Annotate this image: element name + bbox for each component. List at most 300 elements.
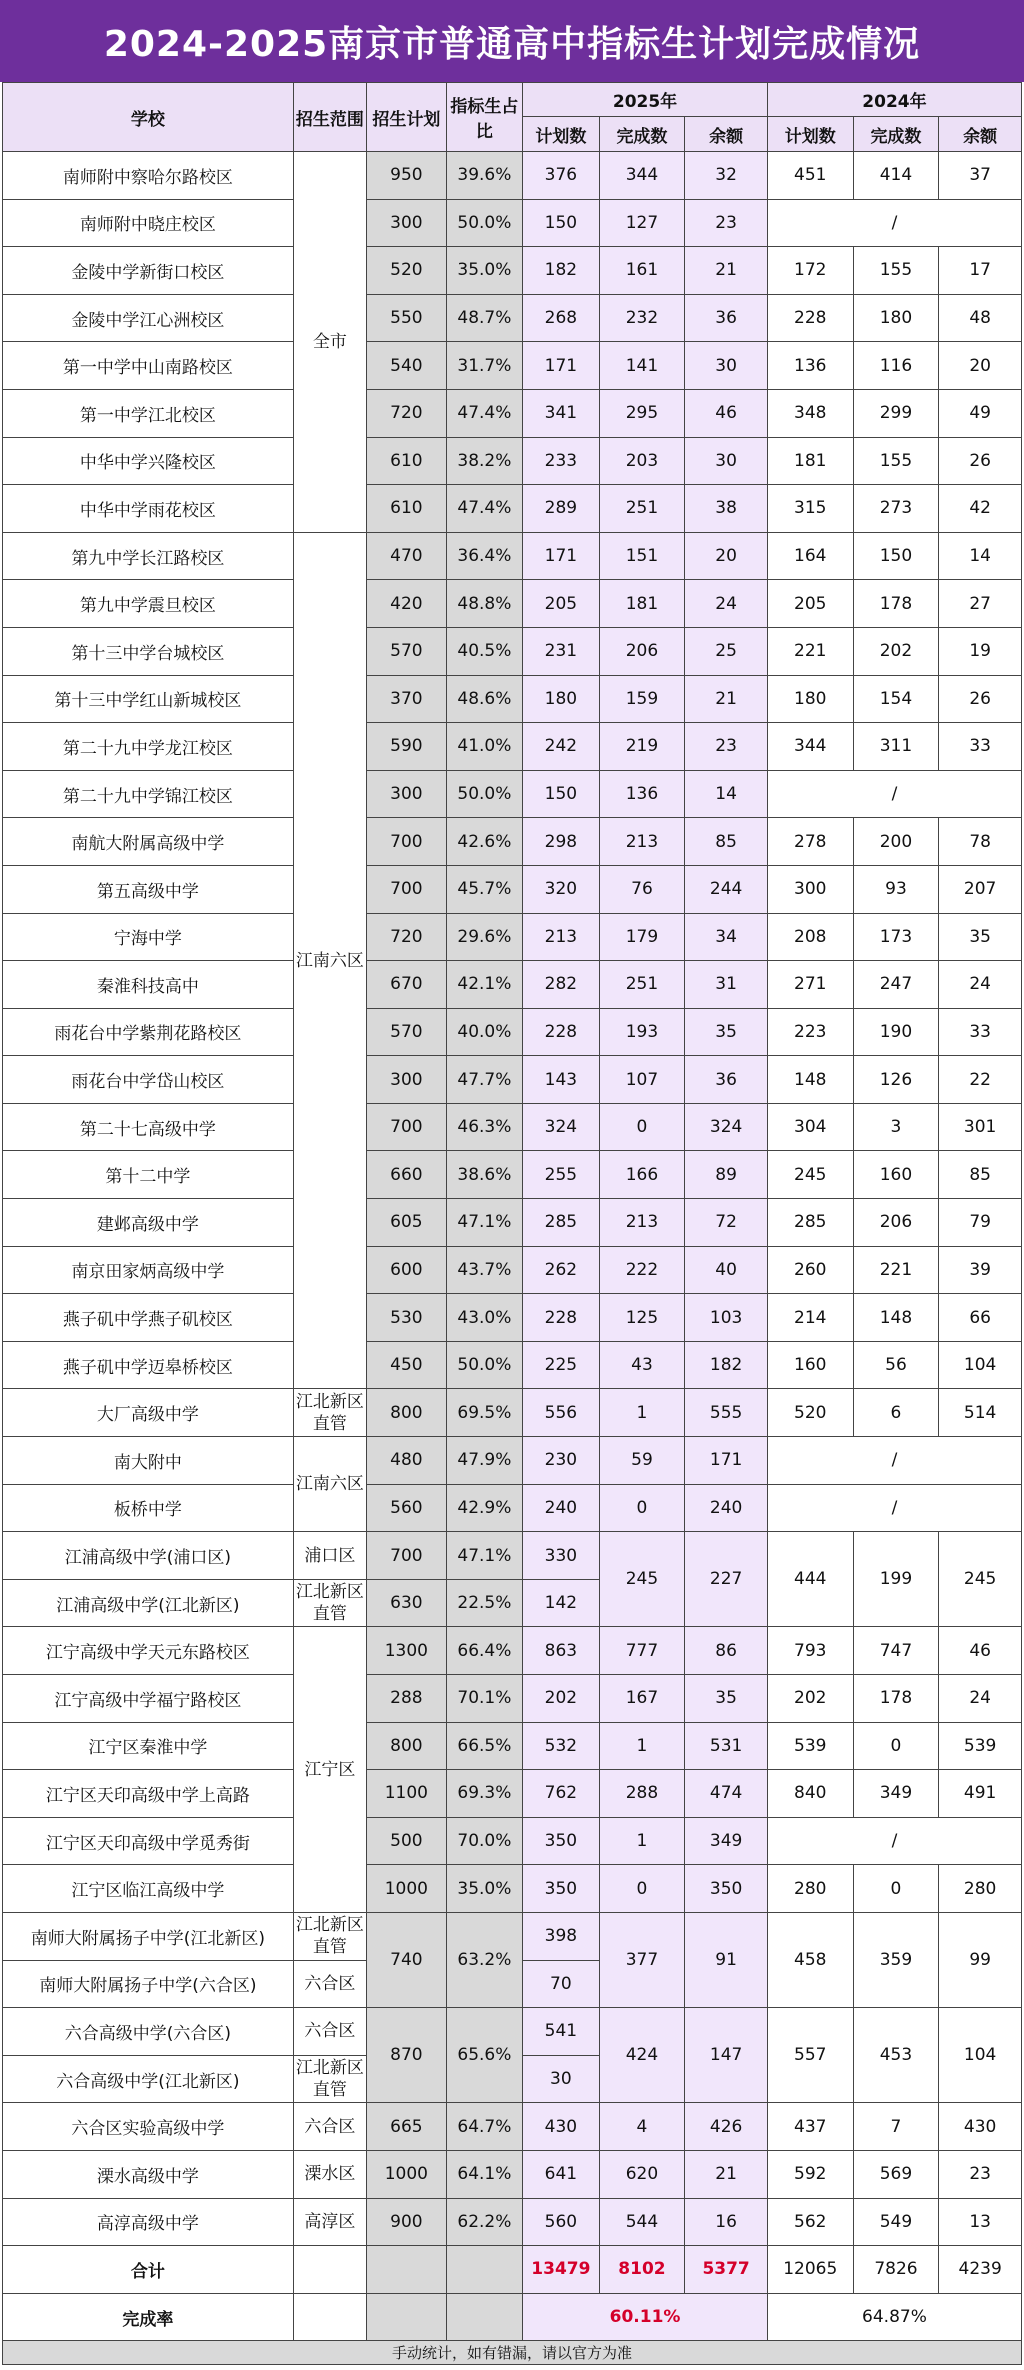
plan-cell: 550 bbox=[367, 294, 447, 342]
school-name: 江宁区天印高级中学上高路 bbox=[3, 1770, 294, 1818]
ratio-cell: 69.5% bbox=[446, 1389, 522, 1437]
table-row bbox=[3, 1056, 1022, 1104]
table-row bbox=[3, 532, 1022, 580]
plan-2025-cell: 863 bbox=[523, 1627, 599, 1675]
ratio-cell: 46.3% bbox=[446, 1103, 522, 1151]
ratio-cell: 70.1% bbox=[446, 1675, 522, 1723]
school-name: 第二十九中学锦江校区 bbox=[3, 770, 294, 818]
done-2025-cell: 159 bbox=[599, 675, 685, 723]
header-remain-2024: 余额 bbox=[939, 117, 1022, 152]
table-row bbox=[3, 1722, 1022, 1770]
scope-cell: 六合区 bbox=[293, 1960, 366, 2008]
scope-cell: 江宁区 bbox=[293, 1627, 366, 1913]
ratio-cell: 41.0% bbox=[446, 723, 522, 771]
remain-2025-cell: 350 bbox=[685, 1865, 768, 1913]
plan-2025-cell: 285 bbox=[523, 1199, 599, 1247]
done-2025-cell: 0 bbox=[599, 1484, 685, 1532]
remain-2025-cell: 30 bbox=[685, 342, 768, 390]
remain-2024-cell: 35 bbox=[939, 913, 1022, 961]
ratio-cell: 50.0% bbox=[446, 199, 522, 247]
ratio-cell: 48.6% bbox=[446, 675, 522, 723]
remain-2025-cell: 555 bbox=[685, 1389, 768, 1437]
ratio-cell: 42.9% bbox=[446, 1484, 522, 1532]
plan-cell: 1000 bbox=[367, 2150, 447, 2198]
table-row bbox=[3, 1675, 1022, 1723]
done-2025-cell: 206 bbox=[599, 627, 685, 675]
plan-cell: 470 bbox=[367, 532, 447, 580]
plan-2025-cell: 541 bbox=[523, 2008, 599, 2056]
done-2024-cell: 549 bbox=[853, 2198, 939, 2246]
table-row bbox=[3, 247, 1022, 295]
table-row bbox=[3, 770, 1022, 818]
ratio-cell: 66.4% bbox=[446, 1627, 522, 1675]
plan-cell: 870 bbox=[367, 2008, 447, 2103]
done-2025-cell: 167 bbox=[599, 1675, 685, 1723]
plan-2024-cell: 285 bbox=[767, 1199, 853, 1247]
plan-2024-cell: 315 bbox=[767, 485, 853, 533]
done-2025-cell: 0 bbox=[599, 1865, 685, 1913]
plan-cell: 1000 bbox=[367, 1865, 447, 1913]
no-data-2024-cell: / bbox=[767, 1817, 1021, 1865]
ratio-cell: 43.0% bbox=[446, 1294, 522, 1342]
done-2024-cell: 311 bbox=[853, 723, 939, 771]
remain-2024-cell: 46 bbox=[939, 1627, 1022, 1675]
total-scope bbox=[293, 2246, 366, 2294]
done-2025-cell: 166 bbox=[599, 1151, 685, 1199]
plan-2025-cell: 70 bbox=[523, 1960, 599, 2008]
plan-cell: 740 bbox=[367, 1912, 447, 2007]
table-row bbox=[3, 913, 1022, 961]
done-2025-cell: 4 bbox=[599, 2103, 685, 2151]
plan-cell: 700 bbox=[367, 1532, 447, 1580]
done-2024-cell: 273 bbox=[853, 485, 939, 533]
remain-2024-cell: 301 bbox=[939, 1103, 1022, 1151]
school-name: 南京田家炳高级中学 bbox=[3, 1246, 294, 1294]
plan-2025-cell: 180 bbox=[523, 675, 599, 723]
plan-2025-cell: 282 bbox=[523, 961, 599, 1009]
done-2024-cell: 199 bbox=[853, 1532, 939, 1627]
school-name: 江宁区天印高级中学觅秀街 bbox=[3, 1817, 294, 1865]
school-name: 建邺高级中学 bbox=[3, 1199, 294, 1247]
remain-2025-cell: 20 bbox=[685, 532, 768, 580]
total-row bbox=[3, 2246, 1022, 2294]
plan-2025-cell: 398 bbox=[523, 1912, 599, 1960]
plan-2025-cell: 320 bbox=[523, 865, 599, 913]
plan-2025-cell: 213 bbox=[523, 913, 599, 961]
done-2024-cell: 180 bbox=[853, 294, 939, 342]
total-ratio bbox=[446, 2246, 522, 2294]
done-2024-cell: 414 bbox=[853, 152, 939, 200]
ratio-cell: 63.2% bbox=[446, 1912, 522, 2007]
ratio-cell: 62.2% bbox=[446, 2198, 522, 2246]
plan-cell: 480 bbox=[367, 1437, 447, 1485]
remain-2024-cell: 13 bbox=[939, 2198, 1022, 2246]
plan-2024-cell: 840 bbox=[767, 1770, 853, 1818]
done-2025-cell: 43 bbox=[599, 1341, 685, 1389]
plan-cell: 288 bbox=[367, 1675, 447, 1723]
table-row bbox=[3, 389, 1022, 437]
remain-2024-cell: 491 bbox=[939, 1770, 1022, 1818]
remain-2025-cell: 227 bbox=[685, 1532, 768, 1627]
plan-2024-cell: 444 bbox=[767, 1532, 853, 1627]
table-row bbox=[3, 1103, 1022, 1151]
scope-cell: 六合区 bbox=[293, 2103, 366, 2151]
scope-cell: 高淳区 bbox=[293, 2198, 366, 2246]
school-name: 大厂高级中学 bbox=[3, 1389, 294, 1437]
done-2025-cell: 620 bbox=[599, 2150, 685, 2198]
plan-cell: 530 bbox=[367, 1294, 447, 1342]
ratio-cell: 38.6% bbox=[446, 1151, 522, 1199]
ratio-cell: 50.0% bbox=[446, 1341, 522, 1389]
school-name: 江宁区临江高级中学 bbox=[3, 1865, 294, 1913]
scope-cell: 六合区 bbox=[293, 2008, 366, 2056]
ratio-cell: 42.6% bbox=[446, 818, 522, 866]
school-name: 南航大附属高级中学 bbox=[3, 818, 294, 866]
done-2025-cell: 181 bbox=[599, 580, 685, 628]
done-2025-cell: 213 bbox=[599, 818, 685, 866]
table-row bbox=[3, 580, 1022, 628]
done-2024-cell: 6 bbox=[853, 1389, 939, 1437]
remain-2024-cell: 39 bbox=[939, 1246, 1022, 1294]
done-2024-cell: 150 bbox=[853, 532, 939, 580]
plan-cell: 370 bbox=[367, 675, 447, 723]
done-2025-cell: 59 bbox=[599, 1437, 685, 1485]
table-row bbox=[3, 294, 1022, 342]
done-2025-cell: 222 bbox=[599, 1246, 685, 1294]
table-row bbox=[3, 1246, 1022, 1294]
school-name: 第九中学震旦校区 bbox=[3, 580, 294, 628]
remain-2024-cell: 49 bbox=[939, 389, 1022, 437]
remain-2025-cell: 16 bbox=[685, 2198, 768, 2246]
remain-2025-cell: 38 bbox=[685, 485, 768, 533]
remain-2025-cell: 103 bbox=[685, 1294, 768, 1342]
done-2025-cell: 141 bbox=[599, 342, 685, 390]
done-2024-cell: 0 bbox=[853, 1722, 939, 1770]
done-2025-cell: 251 bbox=[599, 485, 685, 533]
plan-2024-cell: 437 bbox=[767, 2103, 853, 2151]
remain-2025-cell: 31 bbox=[685, 961, 768, 1009]
plan-2024-cell: 160 bbox=[767, 1341, 853, 1389]
rate-scope bbox=[293, 2293, 366, 2341]
done-2024-cell: 148 bbox=[853, 1294, 939, 1342]
plan-2025-cell: 262 bbox=[523, 1246, 599, 1294]
plan-2024-cell: 271 bbox=[767, 961, 853, 1009]
done-2024-cell: 569 bbox=[853, 2150, 939, 2198]
header-remain-2025: 余额 bbox=[685, 117, 768, 152]
table-row bbox=[3, 627, 1022, 675]
school-name: 第十二中学 bbox=[3, 1151, 294, 1199]
plan-cell: 720 bbox=[367, 389, 447, 437]
ratio-cell: 42.1% bbox=[446, 961, 522, 1009]
done-2024-cell: 190 bbox=[853, 1008, 939, 1056]
header-done-2025: 完成数 bbox=[599, 117, 685, 152]
header-done-2024: 完成数 bbox=[853, 117, 939, 152]
done-2025-cell: 203 bbox=[599, 437, 685, 485]
plan-cell: 700 bbox=[367, 865, 447, 913]
plan-2025-cell: 150 bbox=[523, 770, 599, 818]
done-2025-cell: 1 bbox=[599, 1722, 685, 1770]
ratio-cell: 47.4% bbox=[446, 485, 522, 533]
remain-2024-cell: 280 bbox=[939, 1865, 1022, 1913]
plan-2024-cell: 228 bbox=[767, 294, 853, 342]
table-row bbox=[3, 2198, 1022, 2246]
rate-2024: 64.87% bbox=[767, 2293, 1021, 2341]
plan-cell: 700 bbox=[367, 1103, 447, 1151]
done-2024-cell: 3 bbox=[853, 1103, 939, 1151]
scope-cell: 溧水区 bbox=[293, 2150, 366, 2198]
ratio-cell: 64.1% bbox=[446, 2150, 522, 2198]
plan-cell: 420 bbox=[367, 580, 447, 628]
done-2024-cell: 173 bbox=[853, 913, 939, 961]
school-name: 六合高级中学(六合区) bbox=[3, 2008, 294, 2056]
done-2025-cell: 179 bbox=[599, 913, 685, 961]
remain-2024-cell: 26 bbox=[939, 437, 1022, 485]
plan-2024-cell: 208 bbox=[767, 913, 853, 961]
remain-2025-cell: 474 bbox=[685, 1770, 768, 1818]
scope-cell: 浦口区 bbox=[293, 1532, 366, 1580]
done-2024-cell: 359 bbox=[853, 1912, 939, 2007]
done-2025-cell: 424 bbox=[599, 2008, 685, 2103]
remain-2024-cell: 24 bbox=[939, 1675, 1022, 1723]
done-2024-cell: 178 bbox=[853, 1675, 939, 1723]
scope-cell: 江北新区直管 bbox=[293, 1912, 366, 1960]
total-remain-2024: 4239 bbox=[939, 2246, 1022, 2294]
ratio-cell: 36.4% bbox=[446, 532, 522, 580]
remain-2024-cell: 514 bbox=[939, 1389, 1022, 1437]
plan-2025-cell: 228 bbox=[523, 1008, 599, 1056]
remain-2024-cell: 17 bbox=[939, 247, 1022, 295]
remain-2025-cell: 35 bbox=[685, 1675, 768, 1723]
plan-cell: 300 bbox=[367, 199, 447, 247]
remain-2024-cell: 14 bbox=[939, 532, 1022, 580]
scope-cell: 江北新区直管 bbox=[293, 1579, 366, 1627]
plan-cell: 630 bbox=[367, 1579, 447, 1627]
table-body bbox=[3, 152, 1022, 2341]
no-data-2024-cell: / bbox=[767, 770, 1021, 818]
plan-2024-cell: 172 bbox=[767, 247, 853, 295]
plan-2025-cell: 143 bbox=[523, 1056, 599, 1104]
remain-2025-cell: 23 bbox=[685, 723, 768, 771]
done-2024-cell: 202 bbox=[853, 627, 939, 675]
school-name: 江宁高级中学福宁路校区 bbox=[3, 1675, 294, 1723]
plan-2024-cell: 260 bbox=[767, 1246, 853, 1294]
plan-2024-cell: 245 bbox=[767, 1151, 853, 1199]
done-2024-cell: 247 bbox=[853, 961, 939, 1009]
school-name: 江浦高级中学(浦口区) bbox=[3, 1532, 294, 1580]
remain-2025-cell: 14 bbox=[685, 770, 768, 818]
table-row bbox=[3, 2150, 1022, 2198]
ratio-cell: 43.7% bbox=[446, 1246, 522, 1294]
header-ratio: 指标生占比 bbox=[446, 83, 522, 152]
table-row bbox=[3, 1865, 1022, 1913]
school-name: 第十三中学台城校区 bbox=[3, 627, 294, 675]
remain-2024-cell: 66 bbox=[939, 1294, 1022, 1342]
plan-2025-cell: 142 bbox=[523, 1579, 599, 1627]
done-2024-cell: 747 bbox=[853, 1627, 939, 1675]
done-2024-cell: 7 bbox=[853, 2103, 939, 2151]
plan-cell: 450 bbox=[367, 1341, 447, 1389]
header-year-2024: 2024年 bbox=[767, 83, 1021, 117]
total-done-2025: 8102 bbox=[599, 2246, 685, 2294]
done-2025-cell: 151 bbox=[599, 532, 685, 580]
done-2024-cell: 206 bbox=[853, 1199, 939, 1247]
plan-cell: 1100 bbox=[367, 1770, 447, 1818]
plan-cell: 570 bbox=[367, 1008, 447, 1056]
remain-2025-cell: 25 bbox=[685, 627, 768, 675]
ratio-cell: 45.7% bbox=[446, 865, 522, 913]
plan-cell: 300 bbox=[367, 1056, 447, 1104]
plan-2025-cell: 171 bbox=[523, 532, 599, 580]
done-2025-cell: 161 bbox=[599, 247, 685, 295]
school-name: 南师附中晓庄校区 bbox=[3, 199, 294, 247]
plan-2025-cell: 205 bbox=[523, 580, 599, 628]
done-2025-cell: 1 bbox=[599, 1817, 685, 1865]
plan-2025-cell: 182 bbox=[523, 247, 599, 295]
plan-2025-cell: 556 bbox=[523, 1389, 599, 1437]
plan-2024-cell: 451 bbox=[767, 152, 853, 200]
plan-2025-cell: 202 bbox=[523, 1675, 599, 1723]
plan-cell: 800 bbox=[367, 1389, 447, 1437]
plan-cell: 540 bbox=[367, 342, 447, 390]
total-plan-2024: 12065 bbox=[767, 2246, 853, 2294]
scope-cell: 江南六区 bbox=[293, 532, 366, 1389]
remain-2025-cell: 182 bbox=[685, 1341, 768, 1389]
remain-2024-cell: 27 bbox=[939, 580, 1022, 628]
remain-2025-cell: 324 bbox=[685, 1103, 768, 1151]
remain-2025-cell: 240 bbox=[685, 1484, 768, 1532]
footer-note: 手动统计，如有错漏，请以官方为准 bbox=[2, 2341, 1022, 2365]
table-row bbox=[3, 1817, 1022, 1865]
remain-2024-cell: 79 bbox=[939, 1199, 1022, 1247]
table-row bbox=[3, 485, 1022, 533]
remain-2024-cell: 26 bbox=[939, 675, 1022, 723]
table-row bbox=[3, 199, 1022, 247]
table-row bbox=[3, 1341, 1022, 1389]
plan-2025-cell: 330 bbox=[523, 1532, 599, 1580]
plan-2025-cell: 225 bbox=[523, 1341, 599, 1389]
table-row bbox=[3, 1532, 1022, 1580]
scope-cell: 江北新区直管 bbox=[293, 1389, 366, 1437]
plan-2024-cell: 181 bbox=[767, 437, 853, 485]
rate-ratio bbox=[446, 2293, 522, 2341]
done-2025-cell: 193 bbox=[599, 1008, 685, 1056]
plan-2024-cell: 180 bbox=[767, 675, 853, 723]
plan-2025-cell: 298 bbox=[523, 818, 599, 866]
remain-2024-cell: 539 bbox=[939, 1722, 1022, 1770]
done-2024-cell: 200 bbox=[853, 818, 939, 866]
plan-cell: 570 bbox=[367, 627, 447, 675]
plan-cell: 950 bbox=[367, 152, 447, 200]
plan-2025-cell: 341 bbox=[523, 389, 599, 437]
plan-2024-cell: 793 bbox=[767, 1627, 853, 1675]
done-2025-cell: 251 bbox=[599, 961, 685, 1009]
remain-2025-cell: 40 bbox=[685, 1246, 768, 1294]
school-name: 南大附中 bbox=[3, 1437, 294, 1485]
header-school: 学校 bbox=[3, 83, 294, 152]
school-name: 宁海中学 bbox=[3, 913, 294, 961]
done-2025-cell: 377 bbox=[599, 1912, 685, 2007]
plan-2025-cell: 430 bbox=[523, 2103, 599, 2151]
ratio-cell: 39.6% bbox=[446, 152, 522, 200]
table-row bbox=[3, 961, 1022, 1009]
school-name: 金陵中学新街口校区 bbox=[3, 247, 294, 295]
total-label: 合计 bbox=[3, 2246, 294, 2294]
remain-2024-cell: 245 bbox=[939, 1532, 1022, 1627]
table-row bbox=[3, 865, 1022, 913]
header-plan: 招生计划 bbox=[367, 83, 447, 152]
enrollment-table bbox=[2, 82, 1022, 2341]
done-2024-cell: 126 bbox=[853, 1056, 939, 1104]
school-name: 江浦高级中学(江北新区) bbox=[3, 1579, 294, 1627]
plan-2025-cell: 762 bbox=[523, 1770, 599, 1818]
plan-2024-cell: 223 bbox=[767, 1008, 853, 1056]
ratio-cell: 29.6% bbox=[446, 913, 522, 961]
table-row bbox=[3, 2008, 1022, 2056]
plan-cell: 660 bbox=[367, 1151, 447, 1199]
done-2024-cell: 349 bbox=[853, 1770, 939, 1818]
done-2024-cell: 221 bbox=[853, 1246, 939, 1294]
header-plan-2025: 计划数 bbox=[523, 117, 599, 152]
remain-2025-cell: 36 bbox=[685, 1056, 768, 1104]
table-row bbox=[3, 1294, 1022, 1342]
table-row bbox=[3, 723, 1022, 771]
total-done-2024: 7826 bbox=[853, 2246, 939, 2294]
ratio-cell: 66.5% bbox=[446, 1722, 522, 1770]
plan-2025-cell: 228 bbox=[523, 1294, 599, 1342]
school-name: 第一中学中山南路校区 bbox=[3, 342, 294, 390]
school-name: 燕子矶中学燕子矶校区 bbox=[3, 1294, 294, 1342]
done-2024-cell: 160 bbox=[853, 1151, 939, 1199]
ratio-cell: 47.1% bbox=[446, 1532, 522, 1580]
school-name: 江宁高级中学天元东路校区 bbox=[3, 1627, 294, 1675]
school-name: 六合高级中学(江北新区) bbox=[3, 2055, 294, 2103]
done-2025-cell: 245 bbox=[599, 1532, 685, 1627]
done-2024-cell: 56 bbox=[853, 1341, 939, 1389]
done-2025-cell: 213 bbox=[599, 1199, 685, 1247]
no-data-2024-cell: / bbox=[767, 1484, 1021, 1532]
rate-plan bbox=[367, 2293, 447, 2341]
plan-2024-cell: 344 bbox=[767, 723, 853, 771]
plan-2025-cell: 240 bbox=[523, 1484, 599, 1532]
rate-label: 完成率 bbox=[3, 2293, 294, 2341]
remain-2024-cell: 20 bbox=[939, 342, 1022, 390]
plan-2024-cell: 539 bbox=[767, 1722, 853, 1770]
school-name: 板桥中学 bbox=[3, 1484, 294, 1532]
remain-2025-cell: 171 bbox=[685, 1437, 768, 1485]
plan-2025-cell: 255 bbox=[523, 1151, 599, 1199]
ratio-cell: 47.1% bbox=[446, 1199, 522, 1247]
done-2025-cell: 1 bbox=[599, 1389, 685, 1437]
school-name: 秦淮科技高中 bbox=[3, 961, 294, 1009]
ratio-cell: 65.6% bbox=[446, 2008, 522, 2103]
rate-row bbox=[3, 2293, 1022, 2341]
plan-cell: 590 bbox=[367, 723, 447, 771]
plan-2025-cell: 376 bbox=[523, 152, 599, 200]
plan-cell: 600 bbox=[367, 1246, 447, 1294]
plan-2024-cell: 205 bbox=[767, 580, 853, 628]
school-name: 雨花台中学岱山校区 bbox=[3, 1056, 294, 1104]
table-row bbox=[3, 1627, 1022, 1675]
remain-2025-cell: 531 bbox=[685, 1722, 768, 1770]
plan-2024-cell: 348 bbox=[767, 389, 853, 437]
plan-2024-cell: 304 bbox=[767, 1103, 853, 1151]
plan-cell: 1300 bbox=[367, 1627, 447, 1675]
header-year-2025: 2025年 bbox=[523, 83, 768, 117]
remain-2025-cell: 244 bbox=[685, 865, 768, 913]
plan-2025-cell: 324 bbox=[523, 1103, 599, 1151]
header-scope: 招生范围 bbox=[293, 83, 366, 152]
page-title: 2024-2025南京市普通高中指标生计划完成情况 bbox=[0, 0, 1024, 82]
